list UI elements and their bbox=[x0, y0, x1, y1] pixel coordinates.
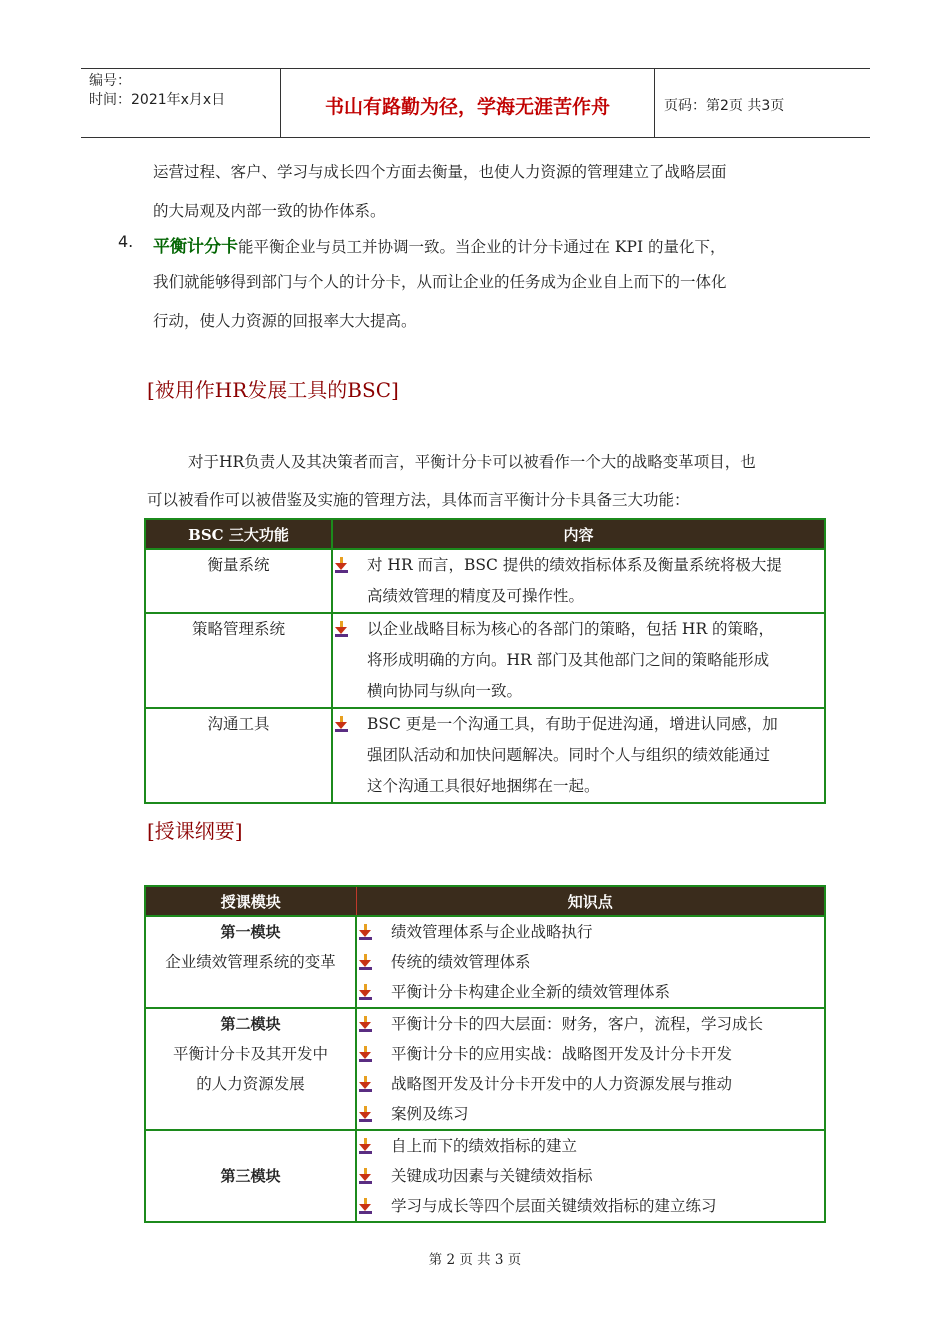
function-name: 策略管理系统 bbox=[145, 613, 332, 708]
column-header: 知识点 bbox=[356, 886, 825, 916]
point-text: 平衡计分卡的四大层面：财务，客户，流程，学习成长 bbox=[391, 1015, 764, 1033]
header-meta bbox=[81, 69, 281, 137]
course-outline-table bbox=[144, 885, 826, 1223]
table-row bbox=[145, 916, 825, 1008]
module-cell bbox=[145, 1130, 356, 1222]
arrow-bullet-icon bbox=[357, 984, 375, 1000]
content-line: BSC 更是一个沟通工具，有助于促进沟通，增进认同感，加 bbox=[367, 715, 778, 733]
section-heading-bsc: [被用作HR发展工具的BSC] bbox=[147, 378, 399, 402]
point-text: 关键成功因素与关键绩效指标 bbox=[391, 1167, 593, 1185]
number-label: 编号： bbox=[89, 73, 131, 89]
arrow-bullet-icon bbox=[357, 1046, 375, 1062]
point-text: 平衡计分卡的应用实战：战略图开发及计分卡开发 bbox=[391, 1045, 733, 1063]
point-text: 传统的绩效管理体系 bbox=[391, 953, 531, 971]
arrow-bullet-icon bbox=[357, 924, 375, 940]
point-text: 学习与成长等四个层面关键绩效指标的建立练习 bbox=[391, 1197, 717, 1215]
section1-para-line-1: 对于HR负责人及其决策者而言，平衡计分卡可以被看作一个大的战略变革项目，也 bbox=[188, 453, 756, 471]
arrow-bullet-icon bbox=[357, 1138, 375, 1154]
column-header: BSC 三大功能 bbox=[145, 519, 332, 549]
table-row bbox=[145, 1130, 825, 1222]
list-item bbox=[357, 1131, 824, 1161]
content-line: 对 HR 而言，BSC 提供的绩效指标体系及衡量系统将极大提 bbox=[367, 556, 782, 574]
module-title: 第一模块 bbox=[220, 923, 281, 941]
arrow-bullet-icon bbox=[357, 954, 375, 970]
table-row bbox=[145, 708, 825, 803]
content-line: 横向协同与纵向一致。 bbox=[367, 682, 523, 700]
list-item bbox=[357, 1009, 824, 1039]
header-page-label: 页码：第2页 共3页 bbox=[664, 98, 785, 114]
module-cell bbox=[145, 916, 356, 1008]
content-line: 以企业战略目标为核心的各部门的策略，包括 HR 的策略， bbox=[367, 620, 775, 638]
list-item bbox=[357, 1191, 824, 1221]
section1-para-line-2: 可以被看作可以被借鉴及实施的管理方法，具体而言平衡计分卡具备三大功能： bbox=[147, 491, 690, 509]
function-content bbox=[332, 613, 825, 708]
list-item bbox=[357, 1099, 824, 1129]
header-motto: 书山有路勤为径，学海无涯苦作舟 bbox=[281, 69, 655, 137]
arrow-bullet-icon bbox=[357, 1168, 375, 1184]
function-content bbox=[332, 549, 825, 613]
module-subtitle: 的人力资源发展 bbox=[196, 1075, 305, 1093]
module-points bbox=[356, 1130, 825, 1222]
item-number: 4. bbox=[118, 232, 134, 251]
content-line: 强团队活动和加快问题解决。同时个人与组织的绩效能通过 bbox=[367, 746, 771, 764]
item4-line-2: 我们就能够得到部门与个人的计分卡，从而让企业的任务成为企业自上而下的一体化 bbox=[153, 273, 727, 291]
list-item bbox=[357, 947, 824, 977]
point-text: 自上而下的绩效指标的建立 bbox=[391, 1137, 578, 1155]
module-points bbox=[356, 916, 825, 1008]
list-item bbox=[357, 1069, 824, 1099]
column-header: 授课模块 bbox=[145, 886, 356, 916]
module-subtitle: 企业绩效管理系统的变革 bbox=[165, 953, 336, 971]
point-text: 绩效管理体系与企业战略执行 bbox=[391, 923, 593, 941]
table-row bbox=[145, 549, 825, 613]
module-title: 第三模块 bbox=[220, 1167, 281, 1185]
function-name: 沟通工具 bbox=[145, 708, 332, 803]
content-line: 将形成明确的方向。HR 部门及其他部门之间的策略能形成 bbox=[367, 651, 770, 669]
list-item bbox=[357, 977, 824, 1007]
arrow-bullet-icon bbox=[357, 1076, 375, 1092]
arrow-bullet-icon bbox=[357, 1198, 375, 1214]
table-header-row bbox=[145, 519, 825, 549]
item4-line-3: 行动，使人力资源的回报率大大提高。 bbox=[153, 312, 417, 330]
table-row bbox=[145, 1008, 825, 1130]
column-header: 内容 bbox=[332, 519, 825, 549]
point-text: 平衡计分卡构建企业全新的绩效管理体系 bbox=[391, 983, 671, 1001]
page-footer: 第 2 页 共 3 页 bbox=[428, 1252, 522, 1268]
date-label: 时间：2021年x月x日 bbox=[89, 92, 226, 108]
item4-line-1 bbox=[153, 232, 726, 257]
list-item bbox=[357, 1039, 824, 1069]
arrow-bullet-icon bbox=[357, 1016, 375, 1032]
module-points bbox=[356, 1008, 825, 1130]
intro-line-1: 运营过程、客户、学习与成长四个方面去衡量，也使人力资源的管理建立了战略层面 bbox=[153, 163, 727, 181]
intro-line-2: 的大局观及内部一致的协作体系。 bbox=[153, 202, 386, 220]
function-name: 衡量系统 bbox=[145, 549, 332, 613]
table-header-row bbox=[145, 886, 825, 916]
list-item bbox=[357, 1161, 824, 1191]
arrow-bullet-icon bbox=[333, 557, 351, 573]
table-row bbox=[145, 613, 825, 708]
content-line: 这个沟通工具很好地捆绑在一起。 bbox=[367, 777, 600, 795]
arrow-bullet-icon bbox=[333, 621, 351, 637]
page-header bbox=[81, 68, 870, 138]
module-cell bbox=[145, 1008, 356, 1130]
section-heading-outline: [授课纲要] bbox=[147, 819, 243, 843]
item4-keyword: 平衡计分卡 bbox=[153, 237, 238, 257]
function-content bbox=[332, 708, 825, 803]
module-subtitle: 平衡计分卡及其开发中 bbox=[172, 1045, 328, 1063]
arrow-bullet-icon bbox=[357, 1106, 375, 1122]
module-title: 第二模块 bbox=[220, 1015, 281, 1033]
item4-text: 能平衡企业与员工并协调一致。当企业的计分卡通过在 KPI 的量化下， bbox=[238, 238, 726, 256]
bsc-functions-table bbox=[144, 518, 826, 804]
arrow-bullet-icon bbox=[333, 716, 351, 732]
point-text: 案例及练习 bbox=[391, 1105, 469, 1123]
list-item bbox=[357, 917, 824, 947]
point-text: 战略图开发及计分卡开发中的人力资源发展与推动 bbox=[391, 1075, 733, 1093]
content-line: 高绩效管理的精度及可操作性。 bbox=[367, 587, 585, 605]
